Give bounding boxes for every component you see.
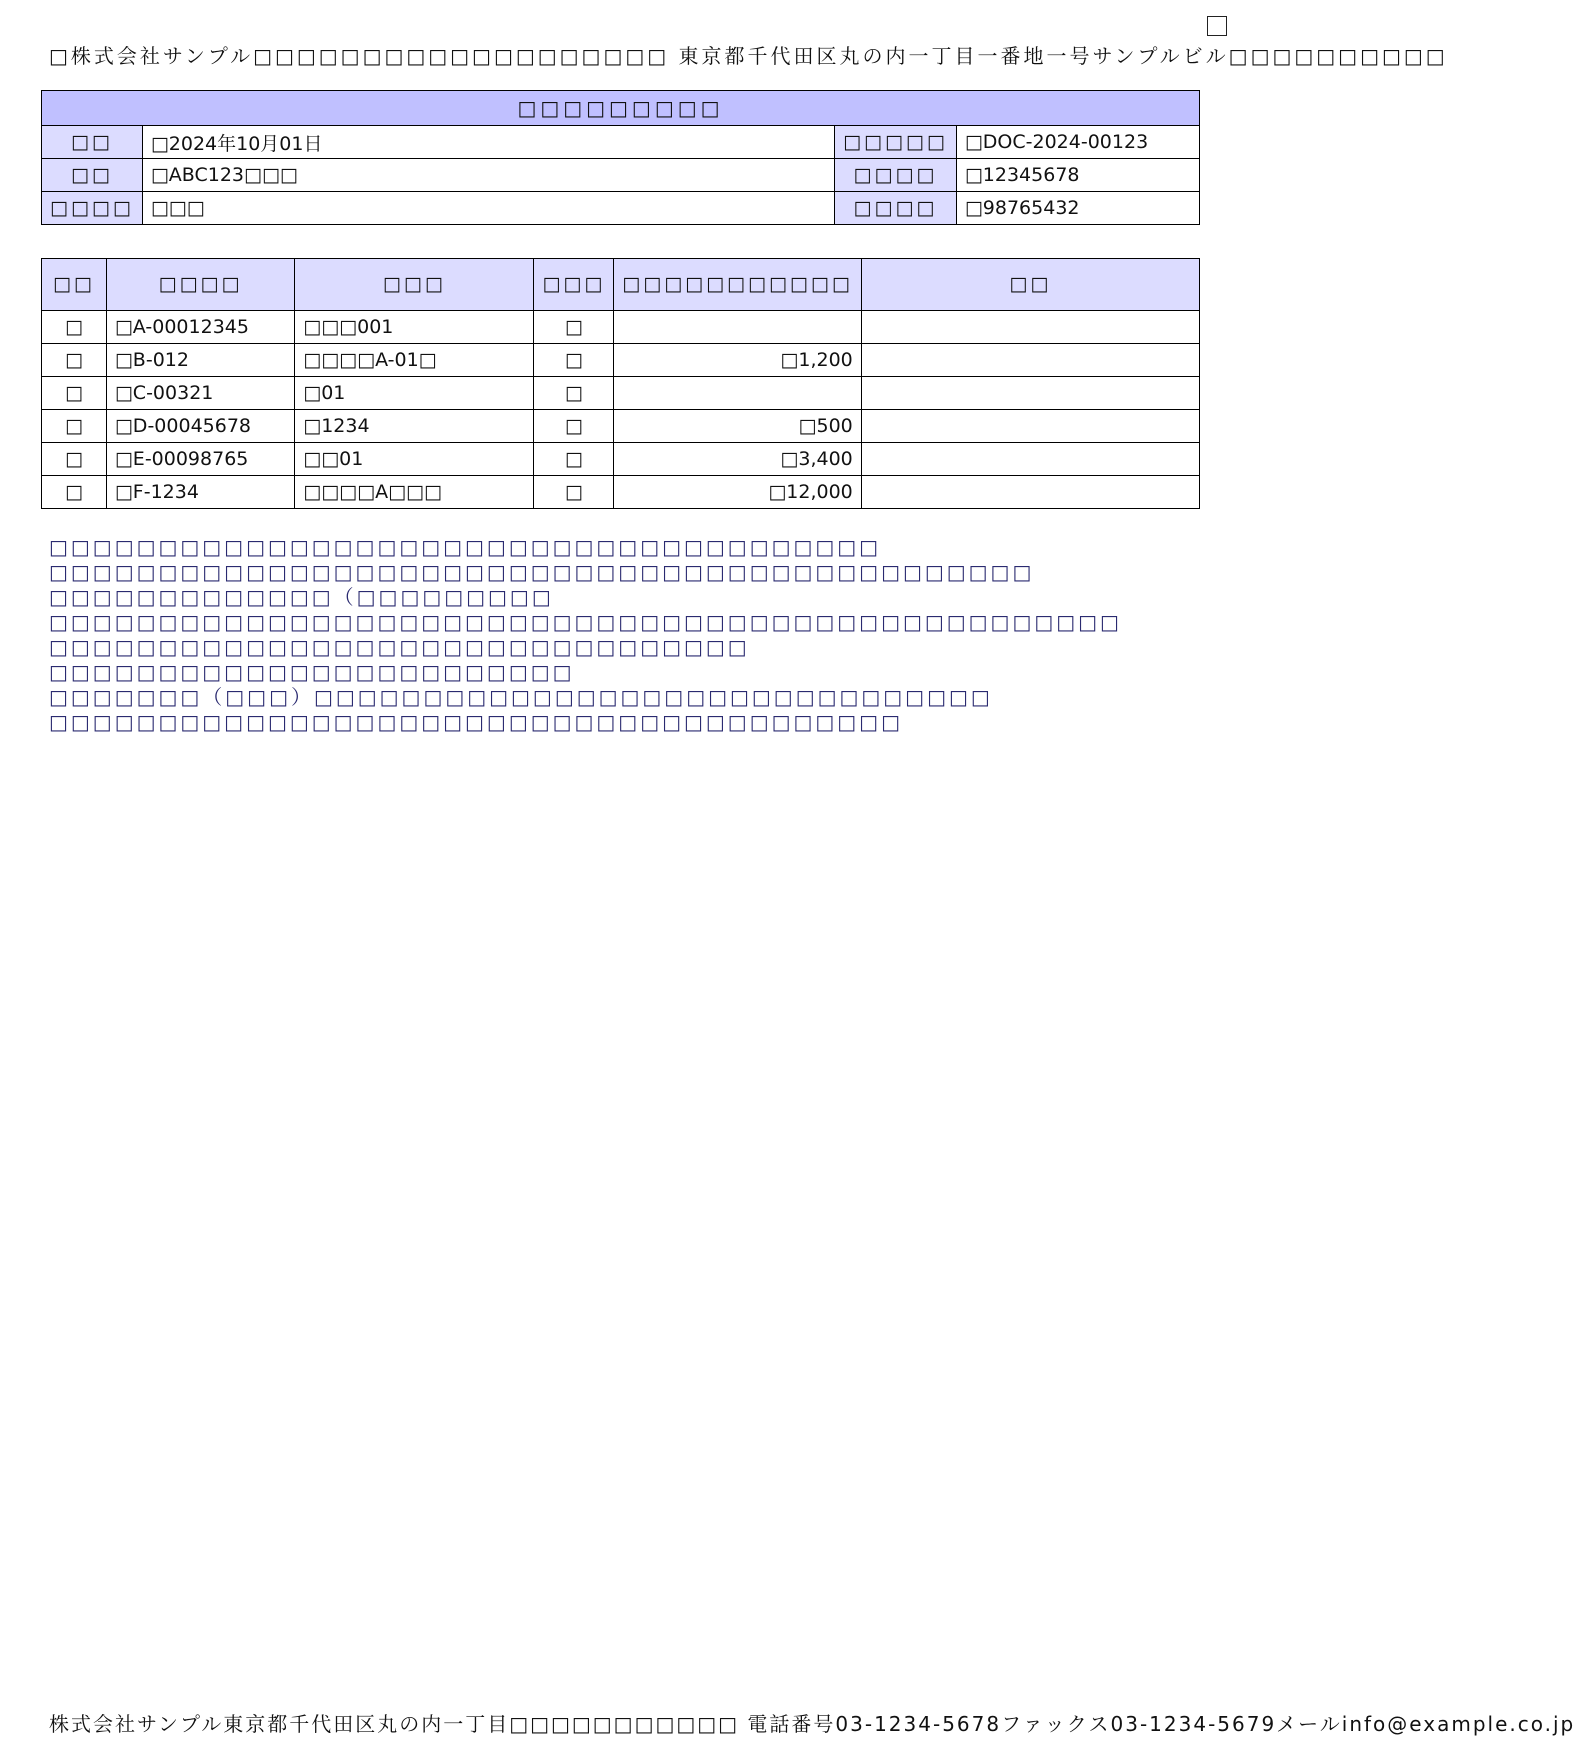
column-header: □□□ [295,259,534,311]
info-value: □98765432 [956,192,1199,225]
cell-code: □A-00012345 [106,311,294,344]
cell-no: □ [42,410,107,443]
note-line: □□□□□□□□□□□□□□□□□□□□□□□□□□□□□□□□□□□□□□□ [49,710,903,734]
cell-name: □01 [295,377,534,410]
cell-name: □□01 [295,443,534,476]
info-label: □□□□ [42,192,143,225]
cell-code: □F-1234 [106,476,294,509]
info-value: □12345678 [956,159,1199,192]
header-text: □株式会社サンプル□□□□□□□□□□□□□□□□□□□ 東京都千代田区丸の内一丁目一番地一号サンプルビル□□□□□□□□□□ [49,44,1448,68]
info-row [42,126,1200,159]
note-line: □□□□□□□□□□□□□（□□□□□□□□□ [49,585,554,609]
note-line: □□□□□□□□□□□□□□□□□□□□□□□□□□□□□□□□□□□□□□ [49,535,882,559]
footer-text: 株式会社サンプル東京都千代田区丸の内一丁目□□□□□□□□□□□ 電話番号03-1234-5678ファックス03-1234-5679メールinfo@example.co.jp [49,1712,1575,1736]
cell-remarks [861,476,1199,509]
column-header: □□□□□□□□□□□ [614,259,861,311]
info-value: □□□ [142,192,834,225]
info-label: □□□□ [835,159,957,192]
cell-remarks [861,410,1199,443]
cell-amount: □1,200 [614,344,861,377]
page-number [1207,16,1227,36]
cell-no: □ [42,377,107,410]
cell-qty: □ [534,443,614,476]
cell-amount: □3,400 [614,443,861,476]
cell-name: □□□001 [295,311,534,344]
table-row [42,377,1200,410]
cell-amount: □12,000 [614,476,861,509]
column-header: □□ [861,259,1199,311]
cell-qty: □ [534,476,614,509]
table-row [42,410,1200,443]
items-header-row [42,259,1200,311]
notes-block [49,535,1199,735]
cell-code: □B-012 [106,344,294,377]
table-row [42,443,1200,476]
info-label: □□□□ [835,192,957,225]
note-line: □□□□□□□□□□□□□□□□□□□□□□□□□□□□□□□□□□□□□□□□□□□□□□□□□ [49,610,1122,634]
column-header: □□ [42,259,107,311]
cell-remarks [861,443,1199,476]
info-row [42,159,1200,192]
cell-qty: □ [534,344,614,377]
cell-no: □ [42,311,107,344]
info-value: □2024年10月01日 [142,126,834,159]
info-row [42,192,1200,225]
info-table [41,90,1200,225]
cell-qty: □ [534,410,614,443]
cell-name: □□□□A-01□ [295,344,534,377]
note-line: □□□□□□□□□□□□□□□□□□□□□□□□□□□□□□□□□□□□□□□□□□□□□ [49,560,1035,584]
cell-amount: □500 [614,410,861,443]
cell-remarks [861,377,1199,410]
column-header: □□□ [534,259,614,311]
cell-amount [614,311,861,344]
note-line: □□□□□□□□□□□□□□□□□□□□□□□□ [49,660,575,684]
items-table [41,258,1200,509]
info-value: □ABC123□□□ [142,159,834,192]
cell-no: □ [42,344,107,377]
cell-code: □D-00045678 [106,410,294,443]
table-row [42,476,1200,509]
info-label: □□□□□ [835,126,957,159]
cell-name: □1234 [295,410,534,443]
cell-qty: □ [534,377,614,410]
cell-no: □ [42,443,107,476]
info-table-title: □□□□□□□□□ [42,91,1200,126]
cell-remarks [861,311,1199,344]
table-row [42,344,1200,377]
cell-amount [614,377,861,410]
cell-no: □ [42,476,107,509]
cell-name: □□□□A□□□ [295,476,534,509]
note-line: □□□□□□□（□□□）□□□□□□□□□□□□□□□□□□□□□□□□□□□□□□□ [49,685,993,709]
info-label: □□ [42,159,143,192]
cell-qty: □ [534,311,614,344]
column-header: □□□□ [106,259,294,311]
cell-remarks [861,344,1199,377]
cell-code: □E-00098765 [106,443,294,476]
table-row [42,311,1200,344]
note-line: □□□□□□□□□□□□□□□□□□□□□□□□□□□□□□□□ [49,635,750,659]
cell-code: □C-00321 [106,377,294,410]
info-label: □□ [42,126,143,159]
info-value: □DOC-2024-00123 [956,126,1199,159]
